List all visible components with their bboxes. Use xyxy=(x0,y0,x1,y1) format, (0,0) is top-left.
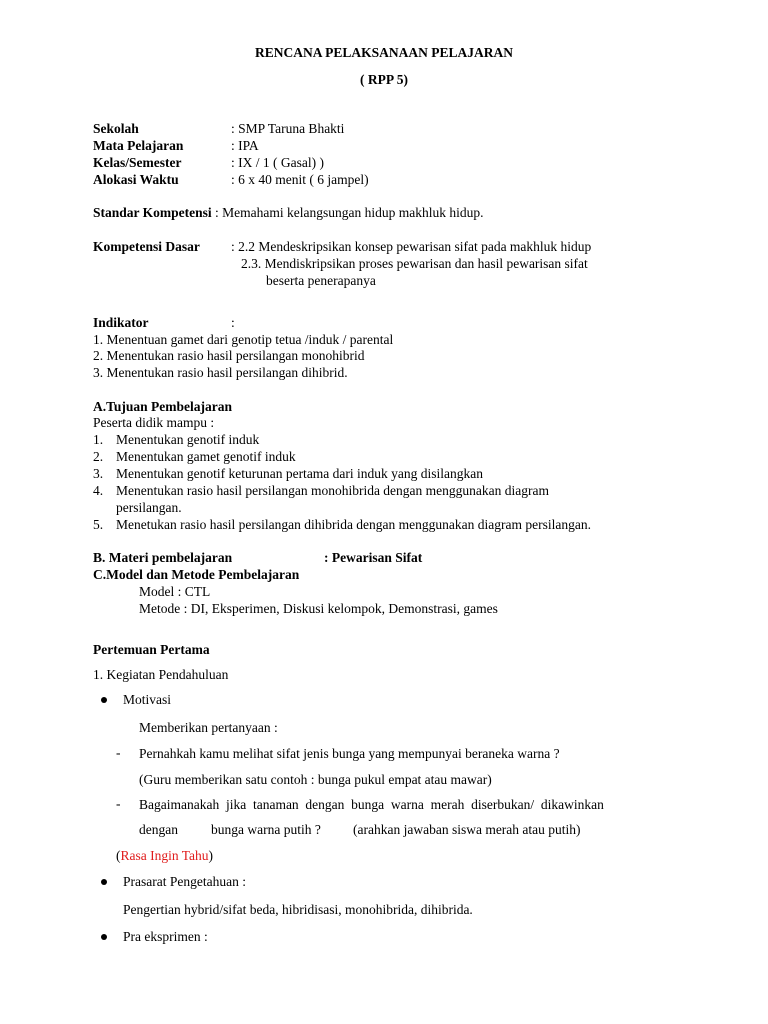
doc-title: RENCANA PELAKSANAAN PELAJARAN xyxy=(254,45,514,60)
pengertian-line: Pengertian hybrid/sifat beda, hibridisasi, monohibrida, dihibrida. xyxy=(123,902,473,917)
question-1-note: (Guru memberikan satu contoh : bunga pukul empat atau mawar) xyxy=(139,772,492,787)
tujuan-intro: Peserta didik mampu : xyxy=(93,415,215,430)
identity-label-sekolah: Sekolah xyxy=(93,121,139,136)
tujuan-item-number: 4. xyxy=(93,483,104,498)
tujuan-item-text: Menetukan rasio hasil persilangan dihibrida dengan menggunakan diagram persilangan. xyxy=(116,517,591,532)
tujuan-item-number: 2. xyxy=(93,449,104,464)
question-2-line-1: Bagaimanakah jika tanaman dengan bunga warna merah diserbukan/ dikawinkan xyxy=(139,797,604,812)
prasarat-label: Prasarat Pengetahuan : xyxy=(123,874,246,889)
indikator-item: 1. Menentuan gamet dari genotip tetua /induk / parental xyxy=(93,332,394,347)
dash-marker: - xyxy=(116,745,121,760)
identity-label-kelas: Kelas/Semester xyxy=(93,155,182,170)
materi-heading: B. Materi pembelajaran xyxy=(93,550,233,565)
materi-value: : Pewarisan Sifat xyxy=(324,550,423,565)
tujuan-item-continuation: persilangan. xyxy=(116,500,182,515)
standar-label: Standar Kompetensi xyxy=(93,205,212,220)
kegiatan-heading: 1. Kegiatan Pendahuluan xyxy=(93,667,229,682)
dash-marker: - xyxy=(116,796,121,811)
paren-open: ( xyxy=(116,848,121,863)
standar-value: : Memahami kelangsungan hidup makhluk hidup. xyxy=(215,205,484,220)
tujuan-item-text: Menentukan gamet genotif induk xyxy=(116,449,296,464)
identity-value-alokasi: : 6 x 40 menit ( 6 jampel) xyxy=(231,172,369,187)
kompetensi-label: Kompetensi Dasar xyxy=(93,239,200,254)
tujuan-item-text: Menentukan genotif keturunan pertama dari induk yang disilangkan xyxy=(116,466,484,481)
kompetensi-line-3: beserta penerapanya xyxy=(266,273,376,288)
memberikan-line: Memberikan pertanyaan : xyxy=(139,720,278,735)
bullet-icon xyxy=(101,879,107,885)
question-2-dengan: dengan xyxy=(139,822,178,837)
question-2-note: (arahkan jawaban siswa merah atau putih) xyxy=(353,822,581,837)
tujuan-item-text: Menentukan genotif induk xyxy=(116,432,260,447)
kompetensi-line-1: : 2.2 Mendeskripsikan konsep pewarisan sifat pada makhluk hidup xyxy=(231,239,592,254)
indikator-label: Indikator xyxy=(93,315,149,330)
motivasi-label: Motivasi xyxy=(123,692,172,707)
character-value xyxy=(116,847,213,864)
bullet-icon xyxy=(101,934,107,940)
standar-kompetensi xyxy=(93,204,483,221)
paren-close: ) xyxy=(208,848,214,863)
indikator-item: 2. Menentukan rasio hasil persilangan monohibrid xyxy=(93,348,365,363)
model-heading: C.Model dan Metode Pembelajaran xyxy=(93,567,300,582)
rasa-ingin-tahu: Rasa Ingin Tahu xyxy=(120,848,209,863)
metode-line: Metode : DI, Eksperimen, Diskusi kelompok, Demonstrasi, games xyxy=(139,601,498,616)
bullet-icon xyxy=(101,697,107,703)
tujuan-item-number: 5. xyxy=(93,517,104,532)
identity-value-sekolah: : SMP Taruna Bhakti xyxy=(231,121,345,136)
identity-label-alokasi: Alokasi Waktu xyxy=(93,172,179,187)
pertemuan-heading: Pertemuan Pertama xyxy=(93,642,210,657)
indikator-colon: : xyxy=(231,315,235,330)
model-line: Model : CTL xyxy=(139,584,211,599)
tujuan-item-number: 3. xyxy=(93,466,104,481)
identity-value-kelas: : IX / 1 ( Gasal) ) xyxy=(231,155,324,170)
identity-value-mapel: : IPA xyxy=(231,138,259,153)
indikator-item: 3. Menentukan rasio hasil persilangan dihibrid. xyxy=(93,365,348,380)
tujuan-heading: A.Tujuan Pembelajaran xyxy=(93,399,233,414)
doc-subtitle: ( RPP 5) xyxy=(360,72,408,87)
question-2-putih: bunga warna putih ? xyxy=(211,822,321,837)
tujuan-item-number: 1. xyxy=(93,432,104,447)
tujuan-item-text: Menentukan rasio hasil persilangan monohibrida dengan menggunakan diagram xyxy=(116,483,550,498)
identity-label-mapel: Mata Pelajaran xyxy=(93,138,184,153)
question-1: Pernahkah kamu melihat sifat jenis bunga yang mempunyai beraneka warna ? xyxy=(139,746,560,761)
kompetensi-line-2: 2.3. Mendiskripsikan proses pewarisan dan hasil pewarisan sifat xyxy=(241,256,588,271)
pra-eksperimen-label: Pra eksprimen : xyxy=(123,929,208,944)
